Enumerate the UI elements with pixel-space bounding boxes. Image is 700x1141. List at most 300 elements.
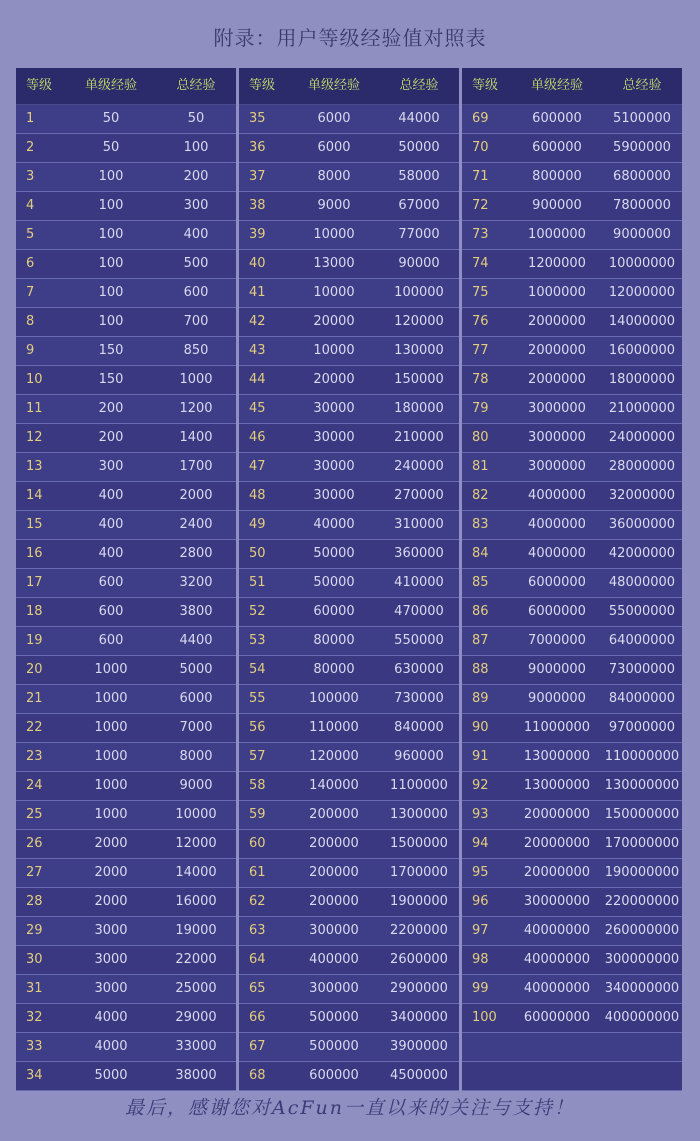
table-row xyxy=(239,192,459,221)
table-row xyxy=(462,453,682,482)
total-exp-cell: 6000 xyxy=(156,685,236,714)
table-row xyxy=(462,308,682,337)
level-cell: 27 xyxy=(16,859,66,888)
table-row xyxy=(462,656,682,685)
level-cell: 35 xyxy=(239,105,289,134)
total-exp-cell: 1900000 xyxy=(379,888,459,917)
single-exp-cell: 600000 xyxy=(512,105,602,134)
level-cell: 65 xyxy=(239,975,289,1004)
level-cell: 37 xyxy=(239,163,289,192)
single-exp-cell: 40000000 xyxy=(512,917,602,946)
table-row xyxy=(239,424,459,453)
total-exp-cell: 48000000 xyxy=(602,569,682,598)
total-exp-cell: 500 xyxy=(156,250,236,279)
table-row xyxy=(462,192,682,221)
single-exp-cell: 4000 xyxy=(66,1033,156,1062)
total-exp-cell: 130000000 xyxy=(602,772,682,801)
level-cell: 6 xyxy=(16,250,66,279)
total-exp-cell: 200 xyxy=(156,163,236,192)
single-exp-cell: 200000 xyxy=(289,801,379,830)
table-row xyxy=(239,337,459,366)
single-exp-cell: 4000000 xyxy=(512,540,602,569)
level-cell: 18 xyxy=(16,598,66,627)
table-row xyxy=(239,511,459,540)
level-cell: 61 xyxy=(239,859,289,888)
level-cell: 33 xyxy=(16,1033,66,1062)
total-exp-cell: 100000 xyxy=(379,279,459,308)
single-exp-cell: 60000 xyxy=(289,598,379,627)
table-row xyxy=(239,1062,459,1091)
single-exp-cell: 200000 xyxy=(289,859,379,888)
total-exp-cell: 9000000 xyxy=(602,221,682,250)
total-exp-cell: 2800 xyxy=(156,540,236,569)
table-row xyxy=(462,888,682,917)
level-cell: 95 xyxy=(462,859,512,888)
single-exp-cell: 800000 xyxy=(512,163,602,192)
level-cell: 59 xyxy=(239,801,289,830)
level-cell: 30 xyxy=(16,946,66,975)
single-exp-cell: 8000 xyxy=(289,163,379,192)
total-exp-cell: 100 xyxy=(156,134,236,163)
total-exp-cell: 10000000 xyxy=(602,250,682,279)
total-exp-cell: 150000 xyxy=(379,366,459,395)
total-exp-cell: 150000000 xyxy=(602,801,682,830)
table-row xyxy=(16,1033,236,1062)
table-row xyxy=(16,917,236,946)
single-exp-cell: 6000000 xyxy=(512,598,602,627)
single-exp-cell: 1000 xyxy=(66,743,156,772)
total-exp-cell: 14000 xyxy=(156,859,236,888)
level-cell: 85 xyxy=(462,569,512,598)
level-cell: 71 xyxy=(462,163,512,192)
level-cell: 80 xyxy=(462,424,512,453)
table-row xyxy=(16,482,236,511)
single-exp-cell: 100 xyxy=(66,250,156,279)
table-row xyxy=(16,250,236,279)
single-exp-cell: 300000 xyxy=(289,917,379,946)
table-row xyxy=(239,859,459,888)
total-exp-cell: 5000 xyxy=(156,656,236,685)
header-level: 等级 xyxy=(16,68,66,105)
table-row xyxy=(462,569,682,598)
total-exp-cell: 3400000 xyxy=(379,1004,459,1033)
single-exp-cell: 2000 xyxy=(66,830,156,859)
single-exp-cell: 200000 xyxy=(289,888,379,917)
table-row xyxy=(239,569,459,598)
total-exp-cell: 97000000 xyxy=(602,714,682,743)
total-exp-cell: 300000000 xyxy=(602,946,682,975)
table-row xyxy=(16,975,236,1004)
single-exp-cell: 100 xyxy=(66,192,156,221)
single-exp-cell: 600000 xyxy=(512,134,602,163)
single-exp-cell: 20000 xyxy=(289,366,379,395)
table-row xyxy=(239,221,459,250)
level-cell: 49 xyxy=(239,511,289,540)
level-cell: 8 xyxy=(16,308,66,337)
table-row xyxy=(16,192,236,221)
level-cell: 72 xyxy=(462,192,512,221)
level-cell: 93 xyxy=(462,801,512,830)
header-total-exp: 总经验 xyxy=(602,68,682,105)
total-exp-cell: 1400 xyxy=(156,424,236,453)
table-row xyxy=(239,308,459,337)
single-exp-cell: 2000000 xyxy=(512,337,602,366)
table-row xyxy=(462,1004,682,1033)
single-exp-cell: 100 xyxy=(66,308,156,337)
single-exp-cell: 9000000 xyxy=(512,656,602,685)
table-row xyxy=(16,598,236,627)
level-cell: 94 xyxy=(462,830,512,859)
level-cell: 15 xyxy=(16,511,66,540)
table-header-row xyxy=(239,68,459,105)
single-exp-cell: 40000000 xyxy=(512,975,602,1004)
level-cell: 73 xyxy=(462,221,512,250)
single-exp-cell: 400000 xyxy=(289,946,379,975)
total-exp-cell: 64000000 xyxy=(602,627,682,656)
table-row xyxy=(462,163,682,192)
single-exp-cell: 2000 xyxy=(66,888,156,917)
level-cell: 34 xyxy=(16,1062,66,1091)
total-exp-cell: 50 xyxy=(156,105,236,134)
single-exp-cell: 13000000 xyxy=(512,772,602,801)
single-exp-cell: 13000 xyxy=(289,250,379,279)
level-cell: 20 xyxy=(16,656,66,685)
level-cell: 50 xyxy=(239,540,289,569)
total-exp-cell: 470000 xyxy=(379,598,459,627)
total-exp-cell: 16000000 xyxy=(602,337,682,366)
total-exp-cell: 110000000 xyxy=(602,743,682,772)
single-exp-cell: 1000 xyxy=(66,714,156,743)
level-cell: 26 xyxy=(16,830,66,859)
level-cell: 2 xyxy=(16,134,66,163)
level-cell: 56 xyxy=(239,714,289,743)
table-row xyxy=(239,482,459,511)
total-exp-cell: 5100000 xyxy=(602,105,682,134)
total-exp-cell: 32000000 xyxy=(602,482,682,511)
total-exp-cell: 840000 xyxy=(379,714,459,743)
level-cell: 9 xyxy=(16,337,66,366)
table-row xyxy=(462,917,682,946)
single-exp-cell: 600 xyxy=(66,569,156,598)
total-exp-cell: 550000 xyxy=(379,627,459,656)
level-cell: 96 xyxy=(462,888,512,917)
total-exp-cell: 700 xyxy=(156,308,236,337)
table-row xyxy=(462,366,682,395)
single-exp-cell: 3000000 xyxy=(512,395,602,424)
single-exp-cell: 100 xyxy=(66,221,156,250)
single-exp-cell: 6000 xyxy=(289,105,379,134)
single-exp-cell: 1000 xyxy=(66,801,156,830)
table-row xyxy=(462,279,682,308)
single-exp-cell: 3000 xyxy=(66,946,156,975)
total-exp-cell: 300 xyxy=(156,192,236,221)
table-row xyxy=(239,656,459,685)
single-exp-cell: 500000 xyxy=(289,1004,379,1033)
total-exp-cell: 600 xyxy=(156,279,236,308)
table-row xyxy=(239,888,459,917)
level-cell: 24 xyxy=(16,772,66,801)
level-cell: 88 xyxy=(462,656,512,685)
table-row xyxy=(16,685,236,714)
total-exp-cell: 4400 xyxy=(156,627,236,656)
level-cell: 78 xyxy=(462,366,512,395)
level-cell: 70 xyxy=(462,134,512,163)
table-row xyxy=(462,627,682,656)
single-exp-cell: 9000 xyxy=(289,192,379,221)
table-row xyxy=(239,598,459,627)
single-exp-cell: 3000 xyxy=(66,917,156,946)
table-row xyxy=(16,540,236,569)
total-exp-cell: 24000000 xyxy=(602,424,682,453)
total-exp-cell: 22000 xyxy=(156,946,236,975)
table-row xyxy=(462,221,682,250)
total-exp-cell: 850 xyxy=(156,337,236,366)
total-exp-cell: 44000 xyxy=(379,105,459,134)
total-exp-cell: 16000 xyxy=(156,888,236,917)
single-exp-cell: 2000 xyxy=(66,859,156,888)
single-exp-cell: 30000 xyxy=(289,395,379,424)
table-row xyxy=(16,888,236,917)
single-exp-cell: 30000 xyxy=(289,482,379,511)
level-cell: 67 xyxy=(239,1033,289,1062)
single-exp-cell: 110000 xyxy=(289,714,379,743)
single-exp-cell: 600 xyxy=(66,627,156,656)
level-cell: 57 xyxy=(239,743,289,772)
single-exp-cell: 40000000 xyxy=(512,946,602,975)
level-cell: 55 xyxy=(239,685,289,714)
total-exp-cell: 1200 xyxy=(156,395,236,424)
table-row xyxy=(16,743,236,772)
total-exp-cell: 33000 xyxy=(156,1033,236,1062)
table-row xyxy=(16,337,236,366)
table-row xyxy=(16,134,236,163)
table-row xyxy=(239,917,459,946)
level-cell: 23 xyxy=(16,743,66,772)
total-exp-cell: 360000 xyxy=(379,540,459,569)
single-exp-cell: 9000000 xyxy=(512,685,602,714)
level-cell: 66 xyxy=(239,1004,289,1033)
single-exp-cell: 400 xyxy=(66,540,156,569)
total-exp-cell: 21000000 xyxy=(602,395,682,424)
level-cell: 84 xyxy=(462,540,512,569)
level-cell: 54 xyxy=(239,656,289,685)
single-exp-cell: 1000 xyxy=(66,772,156,801)
single-exp-cell: 1000 xyxy=(66,656,156,685)
single-exp-cell: 30000000 xyxy=(512,888,602,917)
table-row xyxy=(462,801,682,830)
level-cell: 46 xyxy=(239,424,289,453)
level-cell: 97 xyxy=(462,917,512,946)
total-exp-cell: 3200 xyxy=(156,569,236,598)
single-exp-cell: 600000 xyxy=(289,1062,379,1091)
total-exp-cell: 28000000 xyxy=(602,453,682,482)
total-exp-cell: 410000 xyxy=(379,569,459,598)
table-row xyxy=(16,221,236,250)
single-exp-cell: 200 xyxy=(66,395,156,424)
single-exp-cell: 600 xyxy=(66,598,156,627)
table-row xyxy=(462,134,682,163)
table-row xyxy=(462,511,682,540)
total-exp-cell: 1000 xyxy=(156,366,236,395)
total-exp-cell: 10000 xyxy=(156,801,236,830)
single-exp-cell: 10000 xyxy=(289,337,379,366)
total-exp-cell: 3800 xyxy=(156,598,236,627)
single-exp-cell: 50 xyxy=(66,134,156,163)
level-cell: 100 xyxy=(462,1004,512,1033)
level-cell: 10 xyxy=(16,366,66,395)
level-cell: 47 xyxy=(239,453,289,482)
single-exp-cell: 300000 xyxy=(289,975,379,1004)
total-exp-cell: 73000000 xyxy=(602,656,682,685)
single-exp-cell: 6000000 xyxy=(512,569,602,598)
level-cell: 38 xyxy=(239,192,289,221)
table-row xyxy=(16,511,236,540)
table-row xyxy=(239,627,459,656)
level-tables xyxy=(16,68,682,1083)
total-exp-cell: 7000 xyxy=(156,714,236,743)
total-exp-cell: 8000 xyxy=(156,743,236,772)
table-row xyxy=(16,656,236,685)
level-table-2 xyxy=(239,68,459,1091)
total-exp-cell: 58000 xyxy=(379,163,459,192)
level-cell: 22 xyxy=(16,714,66,743)
table-header-row xyxy=(462,68,682,105)
single-exp-cell: 3000 xyxy=(66,975,156,1004)
table-header-row xyxy=(16,68,236,105)
total-exp-cell: 50000 xyxy=(379,134,459,163)
table-row xyxy=(462,598,682,627)
table-row xyxy=(239,250,459,279)
level-cell: 63 xyxy=(239,917,289,946)
level-cell: 87 xyxy=(462,627,512,656)
level-cell: 42 xyxy=(239,308,289,337)
single-exp-cell: 50 xyxy=(66,105,156,134)
level-table-1 xyxy=(16,68,236,1091)
header-level: 等级 xyxy=(462,68,512,105)
total-exp-cell: 1500000 xyxy=(379,830,459,859)
total-exp-cell: 2400 xyxy=(156,511,236,540)
single-exp-cell: 3000000 xyxy=(512,453,602,482)
level-cell: 4 xyxy=(16,192,66,221)
level-cell: 31 xyxy=(16,975,66,1004)
level-cell: 19 xyxy=(16,627,66,656)
empty-cell xyxy=(462,1033,682,1062)
table-row xyxy=(462,540,682,569)
single-exp-cell: 100000 xyxy=(289,685,379,714)
single-exp-cell: 80000 xyxy=(289,627,379,656)
single-exp-cell: 20000000 xyxy=(512,859,602,888)
table-row xyxy=(462,743,682,772)
table-row xyxy=(239,743,459,772)
table-row xyxy=(462,337,682,366)
level-cell: 5 xyxy=(16,221,66,250)
footer-thanks: 最后，感谢您对AcFun一直以来的关注与支持！ xyxy=(124,1097,576,1119)
level-cell: 16 xyxy=(16,540,66,569)
level-cell: 36 xyxy=(239,134,289,163)
level-cell: 53 xyxy=(239,627,289,656)
table-row xyxy=(462,424,682,453)
table-row xyxy=(239,801,459,830)
total-exp-cell: 38000 xyxy=(156,1062,236,1091)
table-row xyxy=(239,714,459,743)
level-table-3 xyxy=(462,68,682,1091)
level-cell: 28 xyxy=(16,888,66,917)
level-cell: 1 xyxy=(16,105,66,134)
table-row xyxy=(462,105,682,134)
total-exp-cell: 19000 xyxy=(156,917,236,946)
single-exp-cell: 2000000 xyxy=(512,366,602,395)
table-row xyxy=(462,482,682,511)
single-exp-cell: 900000 xyxy=(512,192,602,221)
level-cell: 79 xyxy=(462,395,512,424)
level-cell: 81 xyxy=(462,453,512,482)
total-exp-cell: 25000 xyxy=(156,975,236,1004)
single-exp-cell: 1000000 xyxy=(512,279,602,308)
total-exp-cell: 55000000 xyxy=(602,598,682,627)
level-cell: 77 xyxy=(462,337,512,366)
table-row xyxy=(16,772,236,801)
total-exp-cell: 12000000 xyxy=(602,279,682,308)
single-exp-cell: 10000 xyxy=(289,221,379,250)
total-exp-cell: 170000000 xyxy=(602,830,682,859)
table-row xyxy=(462,975,682,1004)
single-exp-cell: 400 xyxy=(66,511,156,540)
level-cell: 82 xyxy=(462,482,512,511)
page-title: 附录：用户等级经验值对照表 xyxy=(213,26,487,50)
single-exp-cell: 6000 xyxy=(289,134,379,163)
table-row xyxy=(16,424,236,453)
level-cell: 11 xyxy=(16,395,66,424)
single-exp-cell: 1000000 xyxy=(512,221,602,250)
total-exp-cell: 730000 xyxy=(379,685,459,714)
header-level: 等级 xyxy=(239,68,289,105)
table-row xyxy=(239,946,459,975)
table-row xyxy=(16,308,236,337)
single-exp-cell: 4000000 xyxy=(512,511,602,540)
single-exp-cell: 7000000 xyxy=(512,627,602,656)
total-exp-cell: 2200000 xyxy=(379,917,459,946)
table-row xyxy=(239,105,459,134)
total-exp-cell: 400000000 xyxy=(602,1004,682,1033)
single-exp-cell: 50000 xyxy=(289,569,379,598)
level-cell: 48 xyxy=(239,482,289,511)
level-cell: 68 xyxy=(239,1062,289,1091)
total-exp-cell: 260000000 xyxy=(602,917,682,946)
total-exp-cell: 340000000 xyxy=(602,975,682,1004)
total-exp-cell: 190000000 xyxy=(602,859,682,888)
total-exp-cell: 960000 xyxy=(379,743,459,772)
single-exp-cell: 5000 xyxy=(66,1062,156,1091)
level-cell: 32 xyxy=(16,1004,66,1033)
table-row xyxy=(239,975,459,1004)
table-row xyxy=(16,453,236,482)
level-cell: 41 xyxy=(239,279,289,308)
single-exp-cell: 140000 xyxy=(289,772,379,801)
total-exp-cell: 90000 xyxy=(379,250,459,279)
total-exp-cell: 1300000 xyxy=(379,801,459,830)
single-exp-cell: 20000000 xyxy=(512,830,602,859)
single-exp-cell: 200 xyxy=(66,424,156,453)
single-exp-cell: 120000 xyxy=(289,743,379,772)
total-exp-cell: 400 xyxy=(156,221,236,250)
table-row xyxy=(239,540,459,569)
single-exp-cell: 1000 xyxy=(66,685,156,714)
total-exp-cell: 5900000 xyxy=(602,134,682,163)
single-exp-cell: 20000000 xyxy=(512,801,602,830)
total-exp-cell: 67000 xyxy=(379,192,459,221)
single-exp-cell: 4000 xyxy=(66,1004,156,1033)
single-exp-cell: 11000000 xyxy=(512,714,602,743)
